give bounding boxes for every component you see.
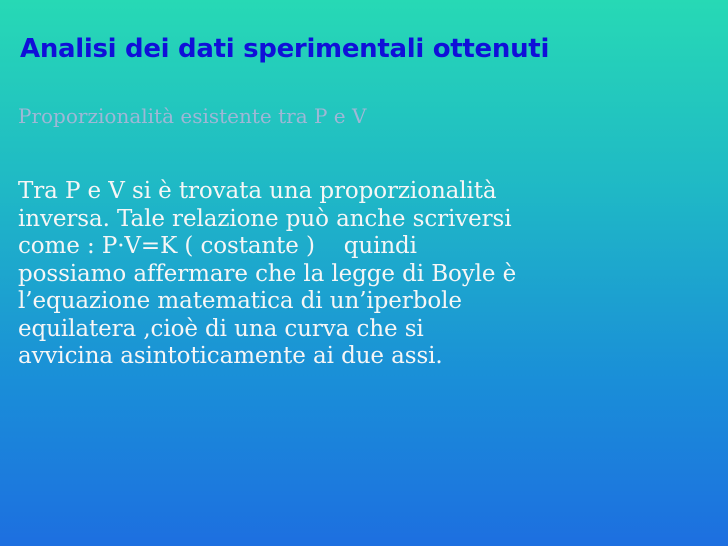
body-line: possiamo affermare che la legge di Boyle è — [18, 260, 517, 287]
body-line: equilatera ,cioè di una curva che si — [18, 315, 424, 342]
slide-title: Analisi dei dati sperimentali ottenuti — [20, 34, 550, 64]
body-line: come : P·V=K ( costante ) quindi — [18, 233, 417, 259]
body-line: avvicina asintoticamente ai due assi. — [18, 343, 443, 369]
body-line: Tra P e V si è trovata una proporzionalità — [18, 178, 497, 204]
body-line: l’equazione matematica di un’iperbole — [18, 288, 462, 314]
slide-body-text — [18, 178, 718, 371]
slide-subtitle: Proporzionalità esistente tra P e V — [18, 104, 367, 128]
body-line: inversa. Tale relazione può anche scriversi — [18, 205, 512, 232]
